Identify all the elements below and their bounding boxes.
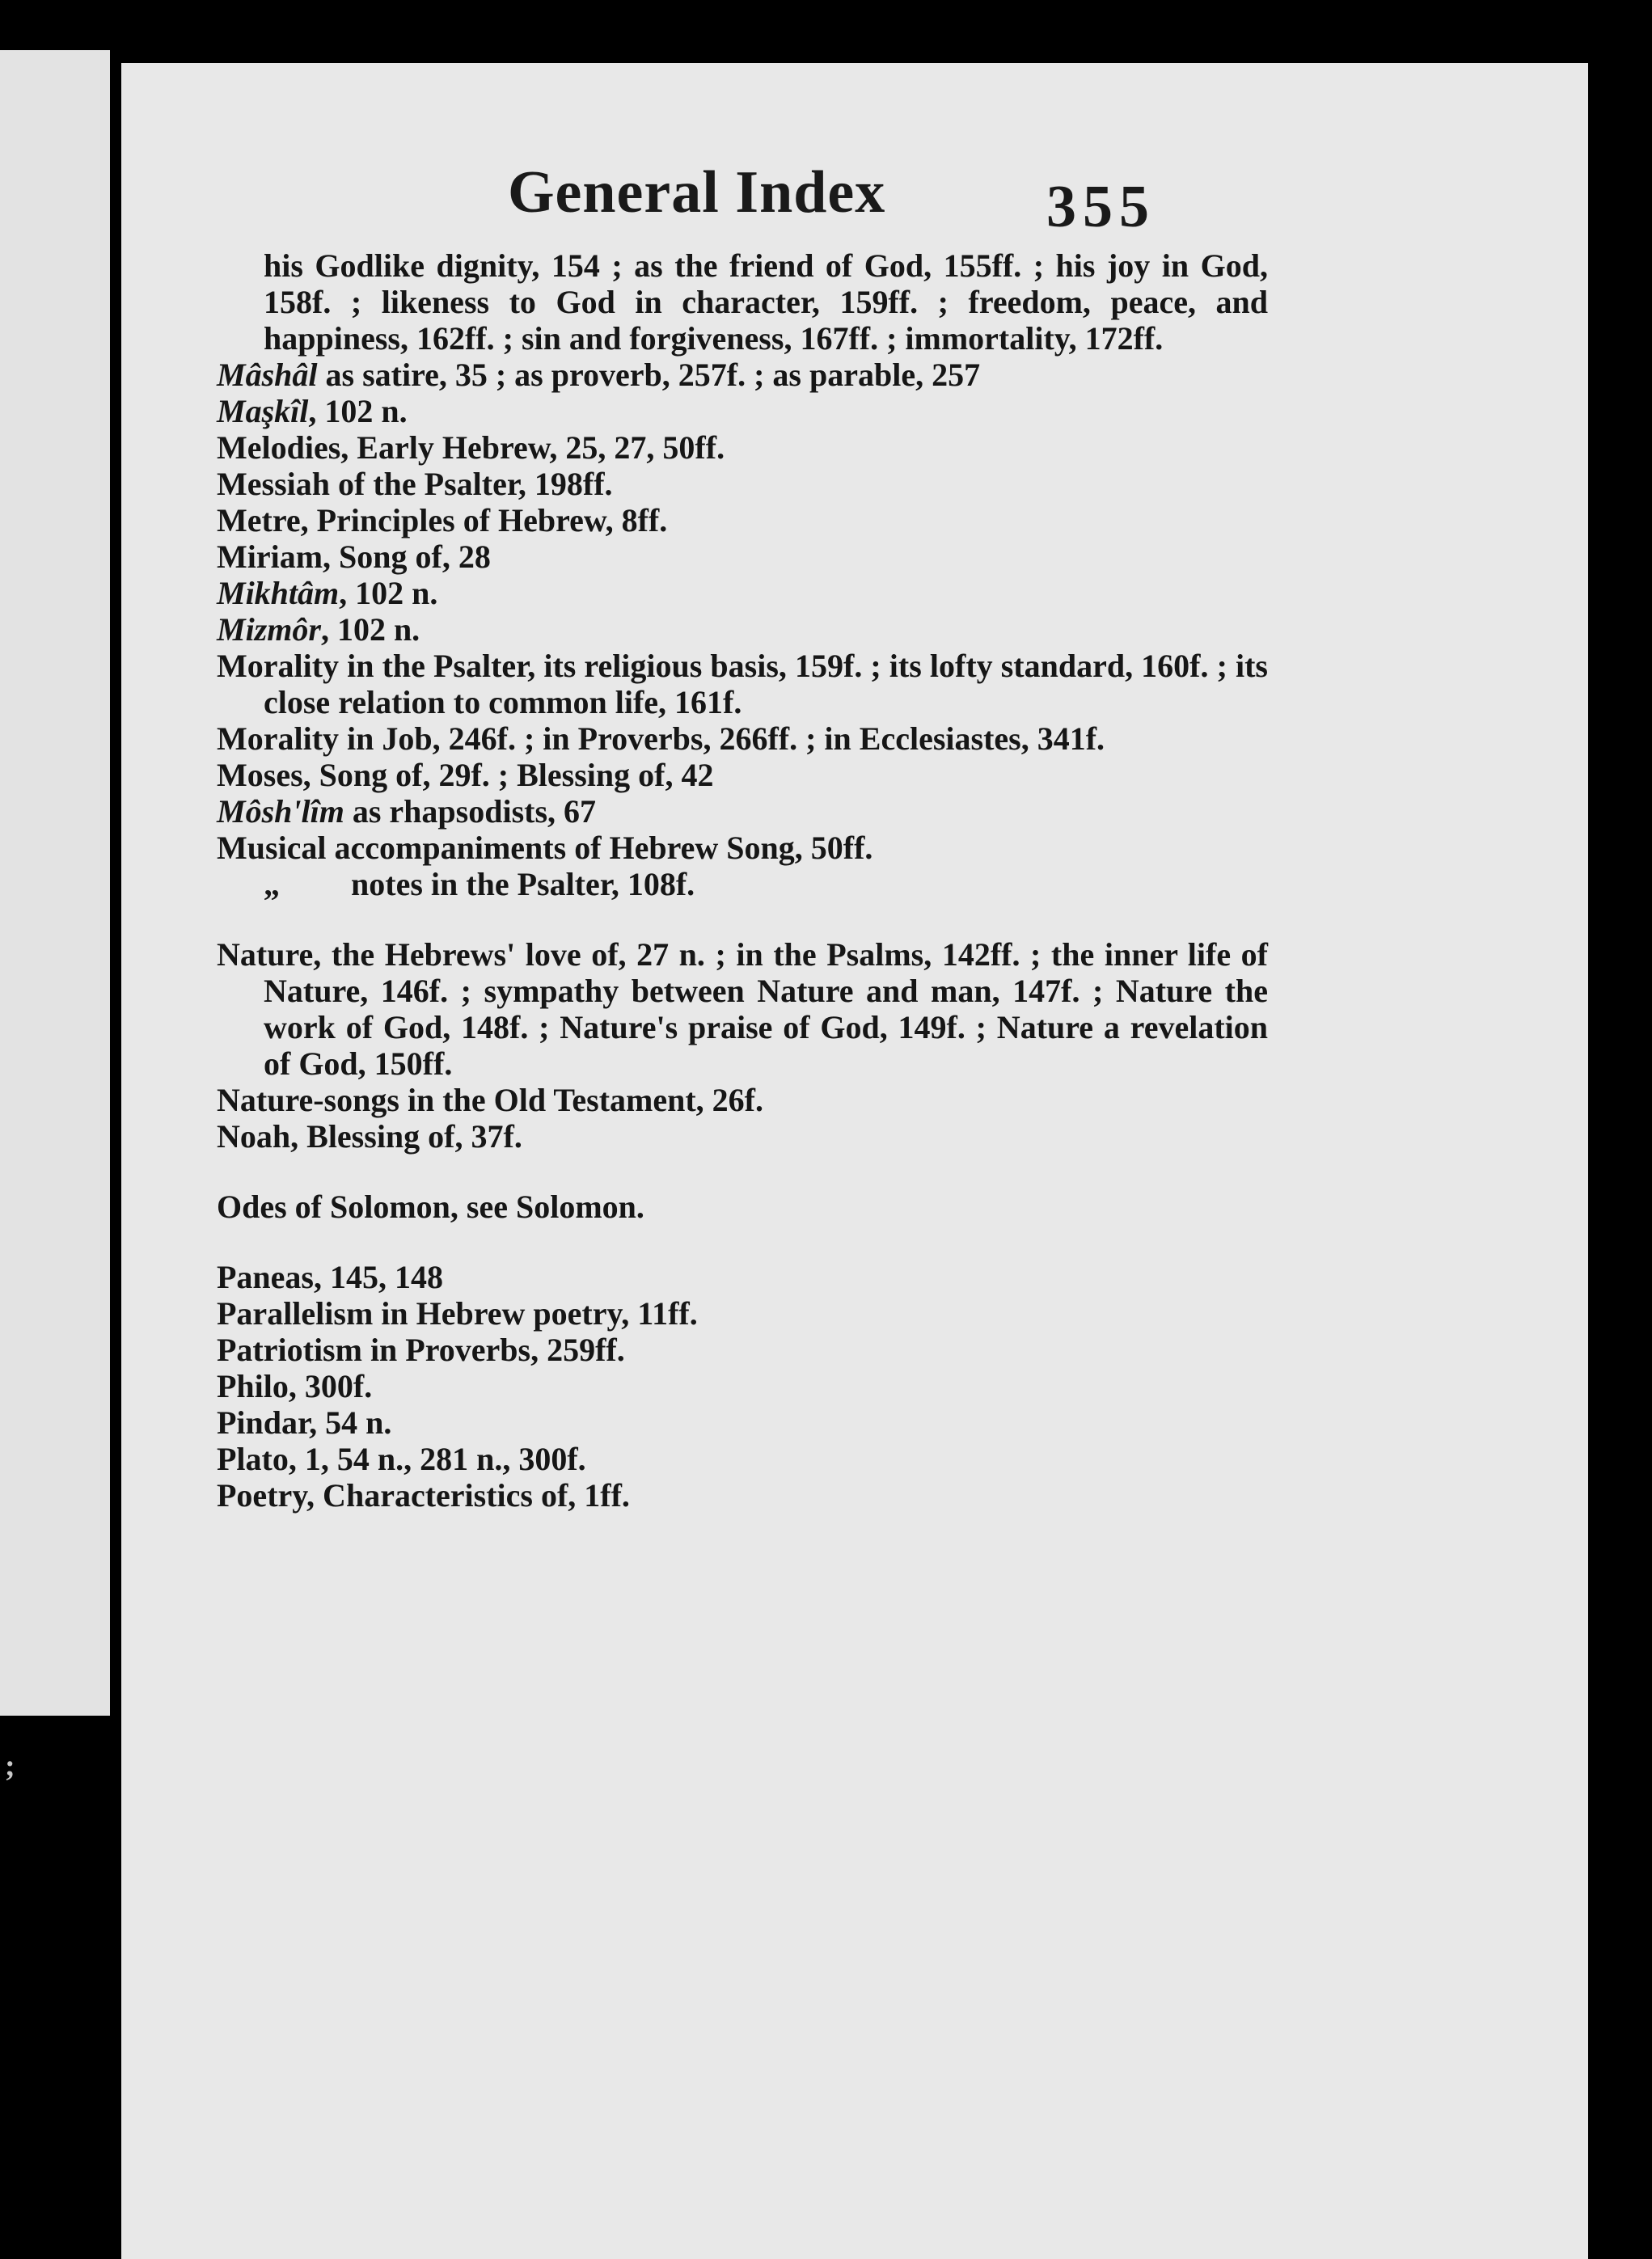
entry-text: Pindar, 54 n. (217, 1404, 392, 1441)
index-entry (217, 429, 1268, 466)
entry-text: Miriam, Song of, 28 (217, 538, 491, 575)
entry-text: Nature, the Hebrews' love of, 27 n. ; in the Psalms, 142ff. ; the inner life of Nature, 146f. ; sympathy between Nature and man, 147f. ; Nature the work of God, 148f. ; Nature's praise of God, 149f. ; Nature a revelation of God, 150ff. (217, 936, 1268, 1082)
index-entry (217, 538, 1268, 575)
entry-text: Paneas, 145, 148 (217, 1259, 443, 1295)
index-entry (217, 1332, 1268, 1368)
entry-term: Mikhtâm (217, 575, 340, 611)
index-entry (217, 648, 1268, 720)
entry-text: Poetry, Characteristics of, 1ff. (217, 1477, 630, 1514)
index-entry (217, 611, 1268, 648)
index-entry (217, 1118, 1268, 1155)
index-entry (217, 1259, 1268, 1295)
entry-term: Mâshâl (217, 357, 318, 393)
section-gap (217, 1155, 1268, 1189)
index-entry (217, 1368, 1268, 1404)
entry-term: Mizmôr (217, 611, 321, 648)
index-entry (217, 357, 1268, 393)
entry-text: Morality in the Psalter, its religious basis, 159f. ; its lofty standard, 160f. ; its close relation to common life, 161f. (217, 648, 1268, 720)
entry-text: Philo, 300f. (217, 1368, 373, 1404)
section-gap (217, 902, 1268, 936)
index-entry (217, 793, 1268, 830)
facing-page-edge (0, 50, 110, 1716)
facing-page-fragment: ; (5, 1749, 15, 1783)
entry-text: Odes of Solomon, see Solomon. (217, 1189, 644, 1225)
entry-term: Môsh'lîm (217, 793, 344, 830)
entry-text: Noah, Blessing of, 37f. (217, 1118, 522, 1155)
index-entry (217, 1082, 1268, 1118)
entry-text: Moses, Song of, 29f. ; Blessing of, 42 (217, 757, 714, 793)
entry-text: as rhapsodists, 67 (344, 793, 597, 830)
index-subentry (217, 866, 1268, 902)
index-entry (217, 393, 1268, 429)
section-gap (217, 1225, 1268, 1259)
entry-text: his Godlike dignity, 154 ; as the friend of God, 155ff. ; his joy in God, 158f. ; likeness to God in character, 159ff. ; freedom, peace, and happiness, 162ff. ; sin and forgiveness, 167ff. ; immortality, 172ff. (264, 247, 1268, 357)
index-entry (217, 1477, 1268, 1514)
index-entry (217, 830, 1268, 866)
index-entry (217, 720, 1268, 757)
entry-text: Patriotism in Proverbs, 259ff. (217, 1332, 625, 1368)
entry-text: Musical accompaniments of Hebrew Song, 50ff. (217, 830, 873, 866)
entry-text: Melodies, Early Hebrew, 25, 27, 50ff. (217, 429, 725, 466)
entry-text: Plato, 1, 54 n., 281 n., 300f. (217, 1441, 586, 1477)
entry-text: Metre, Principles of Hebrew, 8ff. (217, 502, 668, 538)
index-entry (217, 757, 1268, 793)
entry-text: Morality in Job, 246f. ; in Proverbs, 266ff. ; in Ecclesiastes, 341f. (217, 720, 1105, 757)
entry-text: , 102 n. (339, 575, 438, 611)
index-entry (217, 1189, 1268, 1225)
index-entry (217, 1404, 1268, 1441)
entry-text: Messiah of the Psalter, 198ff. (217, 466, 613, 502)
page-title: General Index (508, 159, 886, 226)
entry-text: notes in the Psalter, 108f. (351, 866, 695, 902)
entry-term: Maşkîl (217, 393, 309, 429)
index-entry (217, 1295, 1268, 1332)
page-number: 355 (1046, 174, 1156, 240)
entry-text: as satire, 35 ; as proverb, 257f. ; as parable, 257 (317, 357, 981, 393)
index-entry (217, 575, 1268, 611)
index-entry (217, 502, 1268, 538)
entry-text: Parallelism in Hebrew poetry, 11ff. (217, 1295, 698, 1332)
index-entry-continuation (217, 247, 1268, 357)
index-list (217, 247, 1268, 1514)
index-entry (217, 1441, 1268, 1477)
index-entry (217, 936, 1268, 1082)
entry-text: Nature-songs in the Old Testament, 26f. (217, 1082, 763, 1118)
entry-text: , 102 n. (320, 611, 420, 648)
ditto-mark: „ (264, 866, 280, 902)
index-entry (217, 466, 1268, 502)
entry-text: , 102 n. (308, 393, 408, 429)
